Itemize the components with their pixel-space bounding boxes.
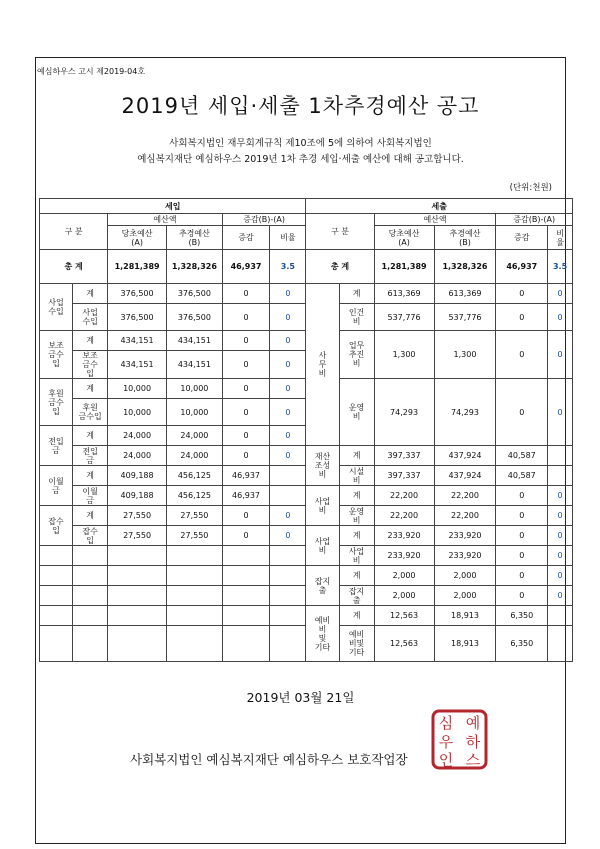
expense-category: 예비 비 및 기타 (306, 606, 339, 662)
income-subcategory: 후원 금수입 (73, 399, 108, 426)
seal-character: 심 (438, 714, 454, 732)
income-value: 456,125 (167, 466, 223, 486)
total-cell: 1,281,389 (374, 250, 434, 284)
intro-line-2: 예심복지재단 예심하우스 2019년 1차 추경 세입·세출 예산에 대해 공고합니다. (137, 154, 464, 165)
income-rate: 0 (270, 446, 306, 466)
income-value: 376,500 (167, 284, 223, 304)
income-value: 27,550 (167, 506, 223, 526)
diff-header: 증감(B)-(A) (496, 214, 573, 226)
expense-subcategory: 계 (339, 606, 374, 626)
income-value: 27,550 (108, 526, 167, 546)
expense-rate (548, 446, 573, 466)
total-cell: 1,328,326 (167, 250, 223, 284)
budget-header: 예산액 (108, 214, 223, 226)
empty-cell (167, 566, 223, 586)
inc-header: 증감 (496, 226, 548, 250)
expense-value: 12,563 (374, 626, 434, 662)
total-rate: 3.5 (548, 250, 573, 284)
expense-value: 0 (496, 586, 548, 606)
income-subcategory: 계 (73, 379, 108, 399)
empty-cell (40, 586, 73, 606)
empty-cell (270, 626, 306, 662)
expense-value: 22,200 (434, 486, 496, 506)
expense-value: 0 (496, 284, 548, 304)
budget-header: 예산액 (374, 214, 496, 226)
orig-header: 당초예산 (A) (108, 226, 167, 250)
income-value: 0 (222, 351, 270, 379)
table-row (40, 526, 573, 546)
empty-cell (167, 606, 223, 626)
income-subcategory: 잡수 입 (73, 526, 108, 546)
income-value: 10,000 (167, 399, 223, 426)
gubun-header: 구 분 (40, 214, 108, 250)
empty-cell (108, 606, 167, 626)
expense-value: 74,293 (374, 379, 434, 446)
income-value: 0 (222, 331, 270, 351)
income-rate (270, 466, 306, 486)
seal-character: 우 (438, 733, 454, 751)
expense-value: 233,920 (374, 546, 434, 566)
expense-subcategory: 계 (339, 566, 374, 586)
empty-cell (40, 546, 73, 566)
empty-cell (167, 626, 223, 662)
empty-cell (108, 586, 167, 606)
total-cell: 1,281,389 (108, 250, 167, 284)
income-rate: 0 (270, 351, 306, 379)
organization-name: 사회복지법인 예심복지재단 예심하우스 보호작업장 (130, 752, 408, 767)
income-value: 24,000 (108, 426, 167, 446)
income-category: 사업 수입 (40, 284, 73, 331)
seal-character: 예 (465, 714, 481, 732)
notice-date: 2019년 03월 21일 (246, 690, 355, 705)
income-rate: 0 (270, 284, 306, 304)
income-rate (270, 486, 306, 506)
income-value: 409,188 (108, 486, 167, 506)
expense-category: 사업 비 (306, 526, 339, 566)
expense-subcategory: 업무 추진 비 (339, 331, 374, 379)
empty-cell (40, 626, 73, 662)
expense-subcategory: 예비 비및 기타 (339, 626, 374, 662)
expense-rate: 0 (548, 586, 573, 606)
table-row (40, 284, 573, 304)
supp-header: 추경예산 (B) (167, 226, 223, 250)
gubun-header: 구 분 (306, 214, 374, 250)
total-rate: 3.5 (270, 250, 306, 284)
expense-rate (548, 606, 573, 626)
seal-character: 인 (438, 751, 454, 769)
expense-value: 0 (496, 486, 548, 506)
income-value: 0 (222, 426, 270, 446)
income-value: 376,500 (167, 304, 223, 331)
income-value: 434,151 (167, 331, 223, 351)
table-row (40, 446, 573, 466)
income-rate: 0 (270, 331, 306, 351)
expense-value: 0 (496, 546, 548, 566)
empty-cell (108, 566, 167, 586)
page-title: 2019년 세입·세출 1차추경예산 공고 (121, 94, 480, 118)
total-cell: 1,328,326 (434, 250, 496, 284)
table-row (40, 606, 573, 626)
empty-cell (40, 606, 73, 626)
income-value: 0 (222, 304, 270, 331)
empty-cell (270, 546, 306, 566)
total-label: 총 계 (306, 250, 374, 284)
expense-value: 537,776 (434, 304, 496, 331)
expense-value: 1,300 (434, 331, 496, 379)
expense-value: 22,200 (374, 486, 434, 506)
expense-value: 0 (496, 379, 548, 446)
expense-subcategory: 운영 비 (339, 506, 374, 526)
income-value: 0 (222, 379, 270, 399)
supp-header: 추경예산 (B) (434, 226, 496, 250)
header-row-1 (40, 199, 573, 214)
income-value: 10,000 (167, 379, 223, 399)
income-subcategory: 보조 금수 입 (73, 351, 108, 379)
income-subcategory: 계 (73, 426, 108, 446)
expense-value: 233,920 (434, 546, 496, 566)
header-row-2 (40, 214, 573, 226)
expense-value: 2,000 (374, 566, 434, 586)
expense-rate: 0 (548, 304, 573, 331)
expense-subcategory: 사업 비 (339, 546, 374, 566)
income-subcategory: 사업 수입 (73, 304, 108, 331)
expense-value: 6,350 (496, 606, 548, 626)
income-value: 409,188 (108, 466, 167, 486)
expense-subcategory: 계 (339, 526, 374, 546)
income-category: 잡수 입 (40, 506, 73, 546)
expense-value: 397,337 (374, 466, 434, 486)
expense-value: 0 (496, 506, 548, 526)
expense-rate: 0 (548, 379, 573, 446)
expense-value: 437,924 (434, 466, 496, 486)
expense-rate: 0 (548, 506, 573, 526)
income-rate: 0 (270, 506, 306, 526)
expense-rate: 0 (548, 486, 573, 506)
inc-header: 증감 (222, 226, 270, 250)
intro-line-1: 사회복지법인 재무회계규칙 제10조에 5에 의하여 사회복지법인 (169, 138, 432, 149)
empty-cell (108, 626, 167, 662)
empty-cell (73, 586, 108, 606)
expense-category: 재산 조성 비 (306, 446, 339, 486)
budget-table-body (40, 199, 573, 662)
empty-cell (73, 566, 108, 586)
income-category: 전입 금 (40, 426, 73, 466)
notice-number: 예심하우스 고시 제2019-04호 (37, 67, 146, 76)
expense-value: 437,924 (434, 446, 496, 466)
income-category: 이월 금 (40, 466, 73, 506)
expense-value: 2,000 (434, 586, 496, 606)
table-row (40, 566, 573, 586)
expense-value: 18,913 (434, 606, 496, 626)
income-value: 434,151 (167, 351, 223, 379)
empty-cell (222, 626, 270, 662)
budget-table (39, 198, 573, 662)
income-value: 376,500 (108, 284, 167, 304)
income-value: 0 (222, 506, 270, 526)
income-subcategory: 전입 금 (73, 446, 108, 466)
empty-cell (73, 546, 108, 566)
total-cell: 46,937 (222, 250, 270, 284)
expense-subcategory: 계 (339, 284, 374, 304)
expense-subcategory: 잡지 출 (339, 586, 374, 606)
total-label: 총 계 (40, 250, 108, 284)
expense-subcategory: 시설 비 (339, 466, 374, 486)
expense-value: 0 (496, 304, 548, 331)
income-value: 46,937 (222, 466, 270, 486)
income-category: 후원 금수 입 (40, 379, 73, 426)
empty-cell (108, 546, 167, 566)
empty-cell (222, 566, 270, 586)
expense-value: 12,563 (374, 606, 434, 626)
income-header: 세입 (40, 199, 306, 214)
income-value: 24,000 (167, 446, 223, 466)
expense-rate: 0 (548, 331, 573, 379)
income-subcategory: 계 (73, 506, 108, 526)
income-value: 27,550 (108, 506, 167, 526)
expense-rate (548, 626, 573, 662)
income-rate: 0 (270, 399, 306, 426)
expense-subcategory: 운영 비 (339, 379, 374, 446)
rate-header: 비 율 (548, 226, 573, 250)
income-value: 24,000 (167, 426, 223, 446)
empty-cell (73, 606, 108, 626)
expense-subcategory: 인건 비 (339, 304, 374, 331)
expense-category: 사업 비 (306, 486, 339, 526)
income-value: 376,500 (108, 304, 167, 331)
diff-header: 증감(B)-(A) (222, 214, 306, 226)
expense-value: 40,587 (496, 466, 548, 486)
expense-rate (548, 466, 573, 486)
empty-cell (222, 546, 270, 566)
income-value: 0 (222, 526, 270, 546)
income-subcategory: 이월 금 (73, 486, 108, 506)
expense-value: 2,000 (374, 586, 434, 606)
expense-rate: 0 (548, 526, 573, 546)
expense-value: 233,920 (374, 526, 434, 546)
total-row (40, 250, 573, 284)
income-rate: 0 (270, 426, 306, 446)
expense-value: 613,369 (434, 284, 496, 304)
income-rate: 0 (270, 379, 306, 399)
expense-value: 0 (496, 526, 548, 546)
expense-value: 6,350 (496, 626, 548, 662)
expense-subcategory: 계 (339, 486, 374, 506)
expense-value: 18,913 (434, 626, 496, 662)
income-subcategory: 계 (73, 331, 108, 351)
expense-value: 22,200 (434, 506, 496, 526)
income-subcategory: 계 (73, 284, 108, 304)
expense-value: 0 (496, 331, 548, 379)
expense-category: 사 무 비 (306, 284, 339, 446)
total-cell: 46,937 (496, 250, 548, 284)
empty-cell (222, 586, 270, 606)
income-value: 0 (222, 284, 270, 304)
empty-cell (270, 606, 306, 626)
expense-value: 397,337 (374, 446, 434, 466)
expense-category: 잡지 출 (306, 566, 339, 606)
expense-value: 233,920 (434, 526, 496, 546)
expense-rate: 0 (548, 284, 573, 304)
expense-rate: 0 (548, 566, 573, 586)
orig-header: 당초예산 (A) (374, 226, 434, 250)
income-value: 10,000 (108, 399, 167, 426)
rate-header: 비율 (270, 226, 306, 250)
empty-cell (73, 626, 108, 662)
income-value: 46,937 (222, 486, 270, 506)
expense-value: 2,000 (434, 566, 496, 586)
empty-cell (167, 546, 223, 566)
unit-label: (단위:천원) (509, 183, 552, 193)
income-value: 0 (222, 446, 270, 466)
income-value: 27,550 (167, 526, 223, 546)
expense-value: 613,369 (374, 284, 434, 304)
income-value: 24,000 (108, 446, 167, 466)
empty-cell (222, 606, 270, 626)
empty-cell (40, 566, 73, 586)
expense-value: 0 (496, 566, 548, 586)
seal-character: 스 (465, 751, 481, 769)
expense-rate: 0 (548, 546, 573, 566)
expense-value: 40,587 (496, 446, 548, 466)
income-value: 434,151 (108, 351, 167, 379)
expense-value: 74,293 (434, 379, 496, 446)
expense-subcategory: 계 (339, 446, 374, 466)
income-category: 보조 금수 입 (40, 331, 73, 379)
expense-value: 22,200 (374, 506, 434, 526)
income-value: 456,125 (167, 486, 223, 506)
income-rate: 0 (270, 304, 306, 331)
seal-characters (439, 714, 481, 769)
official-seal (431, 709, 488, 770)
expense-value: 537,776 (374, 304, 434, 331)
income-value: 0 (222, 399, 270, 426)
expense-header: 세출 (306, 199, 573, 214)
seal-character: 하 (465, 733, 481, 751)
income-rate: 0 (270, 526, 306, 546)
table-row (40, 486, 573, 506)
income-value: 10,000 (108, 379, 167, 399)
empty-cell (270, 586, 306, 606)
income-subcategory: 계 (73, 466, 108, 486)
income-value: 434,151 (108, 331, 167, 351)
expense-value: 1,300 (374, 331, 434, 379)
empty-cell (167, 586, 223, 606)
empty-cell (270, 566, 306, 586)
